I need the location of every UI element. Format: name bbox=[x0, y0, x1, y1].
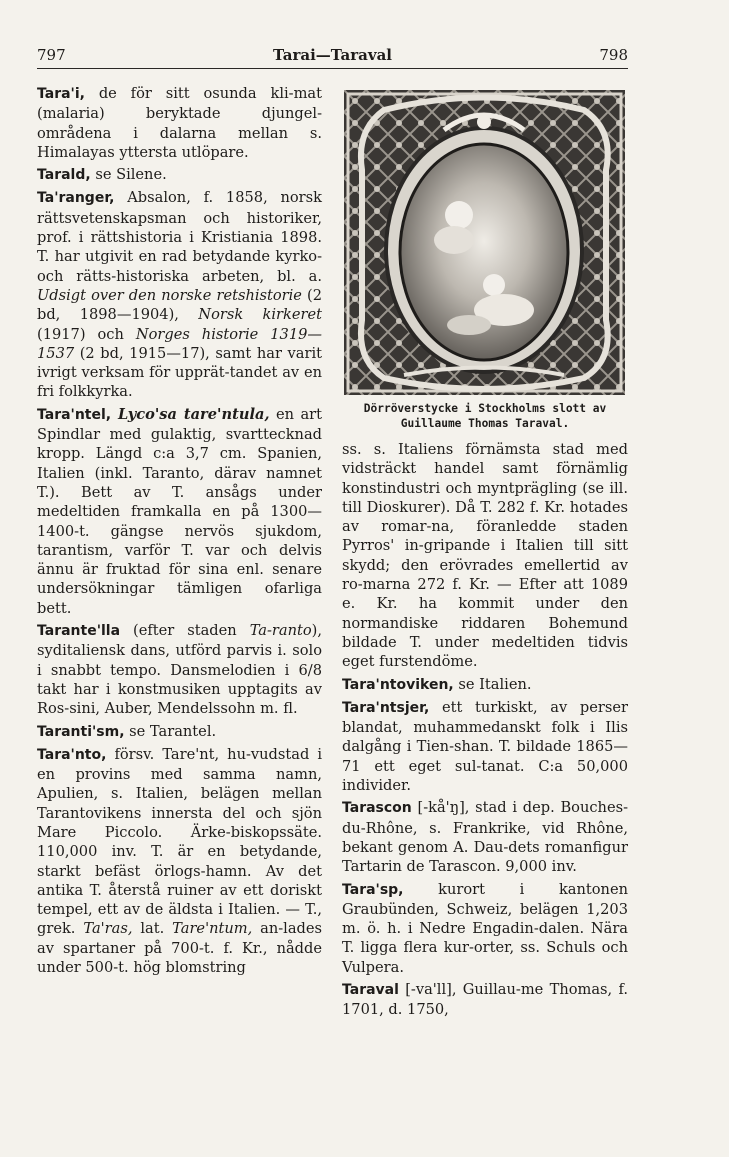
page-number-right: 798 bbox=[599, 46, 628, 64]
entry-tarantsjer bbox=[342, 698, 628, 795]
entry-text: de för sitt osunda kli-mat (malaria) beryktade djungel-områdena i dalarna mellan s. Himalayas yttersta utlöpare. bbox=[37, 85, 322, 161]
entry-tarantel bbox=[37, 405, 322, 618]
right-column bbox=[342, 440, 628, 1020]
italic-title: Norges historie 1319—1537 bbox=[37, 325, 322, 362]
headword: Tara'ntoviken, bbox=[342, 676, 454, 693]
entry-text: en art Spindlar med gulaktig, svarttecknad kropp. Längd c:a 3,7 cm. Spanien, Italien (inkl. Taranto, därav namnet T.). Bett av T. ansågs under medeltiden framkalla en på 1300—1400-t. gängse nervös sjukdom, tarantism, varför T. var och delvis ännu är fruktad för sina enl. senare undersökningar tämligen ofarliga bett. bbox=[37, 405, 323, 617]
page-header bbox=[37, 40, 628, 69]
entry-text: (1917) och bbox=[37, 325, 136, 343]
headword: Tara'nto, bbox=[37, 746, 107, 763]
headword: Tara'ntel, bbox=[37, 406, 112, 423]
italic-word: Ta'ras, bbox=[83, 920, 133, 938]
entry-text: ett turkiskt, av perser blandat, muhammedanskt folk i Ilis dalgång i Tien-shan. T. bildade 1865—71 ett eget sul-tanat. C:a 50,000 individer. bbox=[342, 698, 628, 795]
italic-word: Tare'ntum, bbox=[172, 920, 253, 938]
left-column bbox=[37, 84, 322, 977]
entry-text: (2 bd, 1898—1904), bbox=[37, 286, 322, 324]
running-title: Tarai—Taraval bbox=[273, 46, 392, 64]
headword: Tarald, bbox=[37, 167, 91, 184]
headword: Tarante'lla bbox=[37, 623, 121, 640]
entry-taranto-continued bbox=[342, 440, 628, 672]
entry-text: se Tarantel. bbox=[124, 722, 217, 740]
entry-text: (efter staden bbox=[120, 622, 250, 640]
entry-text: kurort i kantonen Graubünden, Schweiz, belägen 1,203 m. ö. h. i Nedre Engadin-dalen. Nära T. ligga flera kur-orter, ss. Schuls och Vulpera. bbox=[342, 880, 628, 976]
entry-text: försv. Tare'nt, hu-vudstad i en provins med samma namn, Apulien, s. Italien, belägen mellan Tarantovikens innersta del och sjön Mare Piccolo. Ärke-biskopssäte. 110,000 inv. T. är en betydande, starkt befäst örlogs-hamn. Av det antika T. återstå ruiner av ett doriskt tempel, ett av de äldsta i Italien. — T., grek. bbox=[37, 745, 322, 938]
italic-title: Udsigt over den norske retshistorie bbox=[37, 286, 302, 304]
entry-tarantoviken bbox=[342, 675, 628, 695]
illustration-door-overpiece bbox=[344, 90, 625, 395]
entry-tarasp bbox=[342, 880, 628, 977]
entry-tarald bbox=[37, 165, 322, 185]
entry-text: [-kå'ŋ], stad i dep. Bouches-du-Rhône, s. Frankrike, vid Rhône, bekant genom A. Dau-dets romanfigur Tartarin de Tarascon. 9,000 inv. bbox=[342, 799, 628, 876]
headword: Tarascon bbox=[342, 800, 412, 817]
entry-text: Absalon, f. 1858, norsk rättsvetenskapsman och historiker, prof. i rättshistoria i Kristiania 1898. T. har utgivit en rad betydande kyrko- och rätts-historiska arbeten, bl. a. bbox=[37, 189, 322, 285]
headword: Tara'ntsjer, bbox=[342, 699, 430, 716]
entry-text: [-va'll], Guillau-me Thomas, f. 1701, d. 1750, bbox=[342, 981, 628, 1019]
entry-taranger bbox=[37, 188, 322, 401]
ornamental-painting-image bbox=[344, 90, 625, 395]
headword: Taranti'sm, bbox=[37, 723, 125, 740]
entry-text: se Italien. bbox=[453, 675, 532, 693]
italic-word: Ta-ranto bbox=[249, 622, 312, 640]
entry-text: ), syditaliensk dans, utförd parvis i. solo i snabbt tempo. Dansmelodien i 6/8 takt har i konstmusiken upptagits av Ros-sini, Auber, Mendelssohn m. fl. bbox=[37, 622, 322, 718]
headword: Tara'i, bbox=[37, 86, 85, 102]
headword: Taraval bbox=[342, 982, 399, 999]
entry-taranto bbox=[37, 745, 322, 978]
entry-tarascon bbox=[342, 798, 628, 876]
figure-caption: Dörröverstycke i Stockholms slott av Guillaume Thomas Taraval. bbox=[363, 402, 607, 430]
entry-tarantella bbox=[37, 621, 322, 718]
headword: Ta'ranger, bbox=[37, 190, 115, 207]
entry-text: an-lades av spartaner på 700-t. f. Kr., nådde under 500-t. hög blomstring bbox=[37, 920, 323, 977]
entry-text: lat. bbox=[132, 920, 173, 938]
latin-name: Lyco'sa tare'ntula, bbox=[111, 405, 270, 423]
entry-tarantism bbox=[37, 722, 322, 742]
entry-taraval bbox=[342, 980, 628, 1020]
entry-tarai bbox=[37, 84, 322, 162]
entry-text: ss. s. Italiens förnämsta stad med vidsträckt handel samt förnämlig konstindustri och myntprägling (se ill. till Dioskurer). Då T. 282 f. Kr. hotades av romar-na, föranledde staden Pyrros' in-gripande i Italien till sitt skydd; den erövrades emellertid av ro-marna 272 f. Kr. — Efter att 1089 e. Kr. ha kommit under den normandiske riddaren Bohemund bildade T. under medeltiden tidvis eget furstendöme. bbox=[342, 441, 628, 671]
page-number-left: 797 bbox=[37, 46, 66, 64]
italic-title: Norsk kirkeret bbox=[198, 306, 322, 324]
entry-text: se Silene. bbox=[90, 166, 167, 184]
headword: Tara'sp, bbox=[342, 881, 404, 898]
entry-text: (2 bd, 1915—17), samt har varit ivrigt verksam för upprät-tandet av en fri folkkyrka. bbox=[37, 344, 322, 401]
